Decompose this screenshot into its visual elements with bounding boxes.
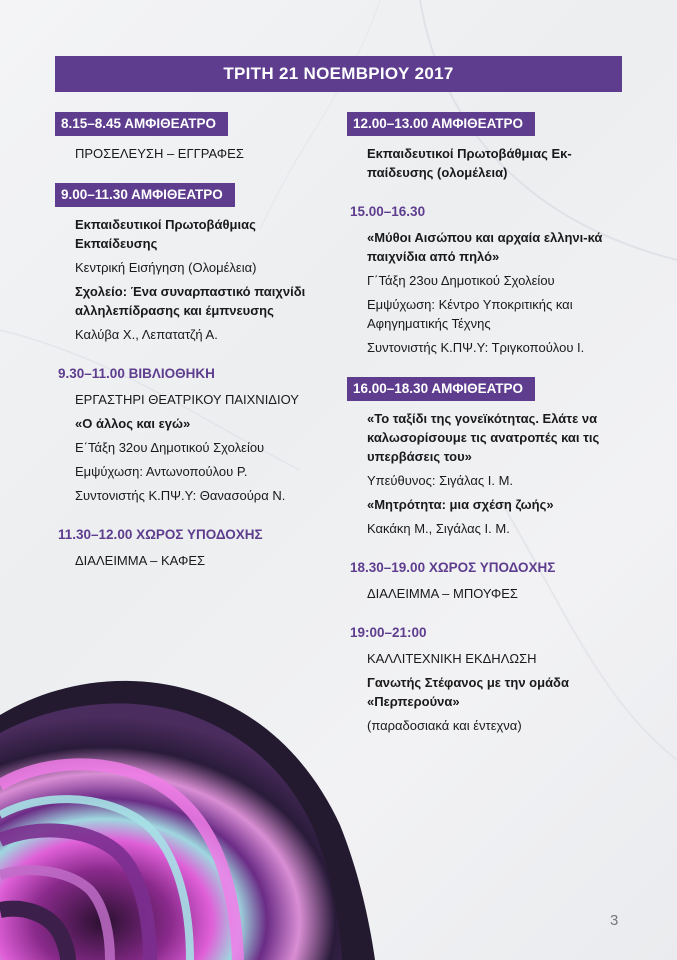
session-detail: Εμψύχωση: Κέντρο Υποκριτικής και Αφηγηματικής Τέχνης [367,297,573,331]
session-detail: Συντονιστής Κ.ΠΨ.Υ: Τριγκοπούλου Ι. [367,340,585,355]
session-detail: Καλύβα Χ., Λεπατατζή Α. [75,327,218,342]
time-venue-label: 9.00–11.30 ΑΜΦΙΘΕΑΤΡΟ [55,183,235,207]
time-venue-label: 16.00–18.30 ΑΜΦΙΘΕΑΤΡΟ [347,377,535,401]
schedule-slot [347,377,622,538]
schedule-slot [347,623,622,735]
session-detail: Κεντρική Εισήγηση (Ολομέλεια) [75,260,257,275]
session-title: «Μύθοι Αισώπου και αρχαία ελληνι-κά παιχνίδια από πηλό» [367,230,603,264]
time-venue-label: 18.30–19.00 ΧΩΡΟΣ ΥΠΟΔΟΧΗΣ [350,560,556,575]
schedule-slot [347,112,622,182]
session-title: Εκπαιδευτικοί Πρωτοβάθμιας Εκ-παίδευσης (ολομέλεια) [367,146,572,180]
schedule-slot [347,202,622,357]
schedule-slot [347,558,622,603]
schedule-slot [55,364,325,505]
time-venue-label: 8.15–8.45 ΑΜΦΙΘΕΑΤΡΟ [55,112,228,136]
time-venue-label: 12.00–13.00 ΑΜΦΙΘΕΑΤΡΟ [347,112,535,136]
time-venue-label: 15.00–16.30 [350,204,426,219]
time-venue-label: 9.30–11.00 ΒΙΒΛΙΟΘΗΚΗ [58,366,215,381]
session-title: «Μητρότητα: μια σχέση ζωής» [367,497,554,512]
time-venue-label: 19:00–21:00 [350,625,427,640]
agate-decoration [0,675,380,960]
session-detail: (παραδοσιακά και έντεχνα) [367,718,522,733]
session-detail: Υπεύθυνος: Σιγάλας Ι. Μ. [367,473,514,488]
session-detail: Γ΄Τάξη 23ου Δημοτικού Σχολείου [367,273,555,288]
date-header: ΤΡΙΤΗ 21 ΝΟΕΜΒΡΙΟΥ 2017 [55,56,622,92]
session-detail: Κακάκη Μ., Σιγάλας Ι. Μ. [367,521,510,536]
session-detail: ΠΡΟΣΕΛΕΥΣΗ – ΕΓΓΡΑΦΕΣ [75,146,244,161]
session-detail: Ε΄Τάξη 32ου Δημοτικού Σχολείου [75,440,265,455]
session-title: Γανωτής Στέφανος με την ομάδα «Περπερούνα» [367,675,569,709]
left-column [55,112,325,590]
time-venue-label: 11.30–12.00 ΧΩΡΟΣ ΥΠΟΔΟΧΗΣ [58,527,263,542]
session-title: «Το ταξίδι της γονεϊκότητας. Ελάτε να καλωσορίσουμε τις ανατροπές και τις υπερβάσεις του» [367,411,600,464]
session-detail: ΔΙΑΛΕΙΜΜΑ – ΜΠΟΥΦΕΣ [367,586,518,601]
session-detail: Εμψύχωση: Αντωνοπούλου Ρ. [75,464,248,479]
session-detail: ΔΙΑΛΕΙΜΜΑ – ΚΑΦΕΣ [75,553,206,568]
schedule-slot [55,525,325,570]
session-detail: ΚΑΛΛΙΤΕΧΝΙΚΗ ΕΚΔΗΛΩΣΗ [367,651,537,666]
session-title: Σχολείο: Ένα συναρπαστικό παιχνίδι αλληλεπίδρασης και έμπνευσης [75,284,306,318]
session-title: Εκπαιδευτικοί Πρωτοβάθμιας Εκπαίδευσης [75,217,256,251]
page-number: 3 [610,912,619,929]
schedule-slot [55,112,325,163]
session-title: «Ο άλλος και εγώ» [75,416,191,431]
session-detail: ΕΡΓΑΣΤΗΡΙ ΘΕΑΤΡΙΚΟΥ ΠΑΙΧΝΙΔΙΟΥ [75,392,299,407]
right-column [347,112,622,755]
session-detail: Συντονιστής Κ.ΠΨ.Υ: Θανασούρα Ν. [75,488,286,503]
schedule-slot [55,183,325,344]
